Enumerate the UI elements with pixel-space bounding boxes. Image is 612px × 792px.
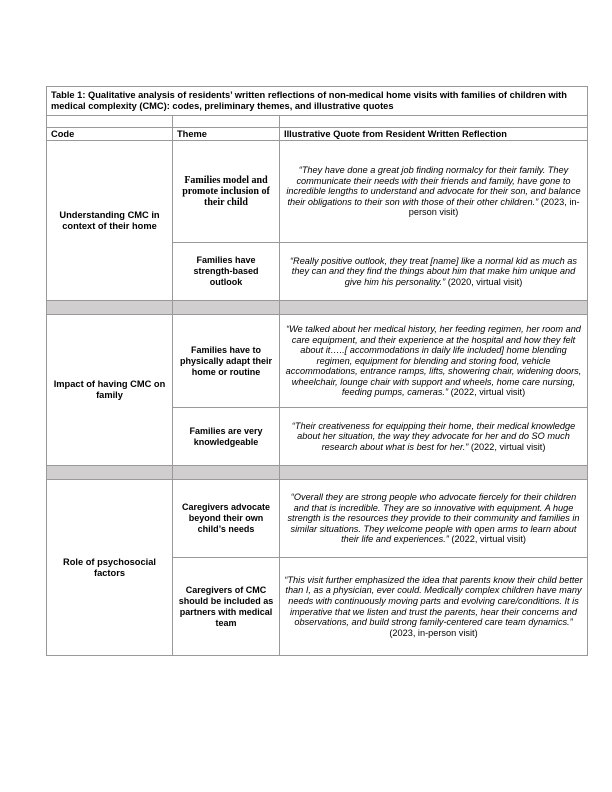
code-cell: Understanding CMC in context of their home [47,141,173,301]
theme-cell: Families model and promote inclusion of their child [173,141,280,243]
quote-text: “Their creativeness for equipping their home, their medical knowledge about her situation, the way they advocate for her and do SO much research about what is best for her.” [291,420,576,452]
header-theme: Theme [173,128,280,141]
quote-source: (2023, in-person visit) [389,627,478,638]
theme-cell: Families are very knowledgeable [173,408,280,466]
table-caption-row [47,87,588,116]
quote-source: (2022, virtual visit) [448,387,526,398]
header-quote: Illustrative Quote from Resident Written Reflection [280,128,588,141]
code-cell: Impact of having CMC on family [47,315,173,466]
theme-cell: Families have to physically adapt their home or routine [173,315,280,408]
quote-text: “We talked about her medical history, her feeding regimen, her room and care equipment, and their experience at the hospital and how they felt about it…..[ accommodations in daily life included] home blending regimen, equipment for blending and storing food, vehicle accommodations, entrance ramps, lifts, showering chair, widening doors, wheelchair, lounge chair with support and wheels, home care nursing, feeding pumps, cameras.” [285,323,582,398]
separator-row [47,466,588,480]
quote-source: (2020, virtual visit) [445,276,523,287]
quote-text: “They have done a great job finding normalcy for their family. They communicate their needs with their friends and family, have gone to incredible lengths to understand and advocate for their son, and balance their obligations to their son with those of their other children.” [286,165,581,207]
quote-cell [280,408,588,466]
header-code: Code [47,128,173,141]
theme-cell: Families have strength-based outlook [173,243,280,301]
quote-cell [280,558,588,656]
quote-text: “Overall they are strong people who advocate fiercely for their children and that is incredible. They are so innovative with equipment. A huge strength is the resources they provide to their community and families in similar situations. They welcome people with open arms to learn about their life and experiences.” [287,492,580,545]
quote-cell [280,141,588,243]
quote-source: (2022, virtual visit) [468,441,546,452]
table-header-row [47,128,588,141]
qualitative-analysis-table [46,86,588,656]
quote-source: (2022, virtual visit) [448,534,526,545]
separator-row [47,301,588,315]
theme-cell: Caregivers advocate beyond their own child’s needs [173,480,280,558]
quote-text: “This visit further emphasized the idea that parents know their child better than I, as a physician, ever could. Medically complex children have many needs with continuously moving parts and evolving care/conditions. It is imperative that we listen and trust the parents, hear their concerns and observations, and build strong family-centered care team dynamics.” [284,574,583,628]
quote-cell [280,243,588,301]
quote-cell [280,480,588,558]
table-row [47,480,588,558]
table-caption: Table 1: Qualitative analysis of residents’ written reflections of non-medical home visits with families of children with medical complexity (CMC): codes, preliminary themes, and illustrative quotes [47,87,588,116]
theme-cell: Caregivers of CMC should be included as partners with medical team [173,558,280,656]
spacer-row [47,116,588,128]
quote-text: “Really positive outlook, they treat [name] like a normal kid as much as they can and they find the things about him that make him unique and give him his personality.” [290,255,577,287]
code-cell: Role of psychosocial factors [47,480,173,656]
table-row [47,141,588,243]
quote-source: (2023, in-person visit) [408,196,580,218]
table-row [47,315,588,408]
quote-cell [280,315,588,408]
